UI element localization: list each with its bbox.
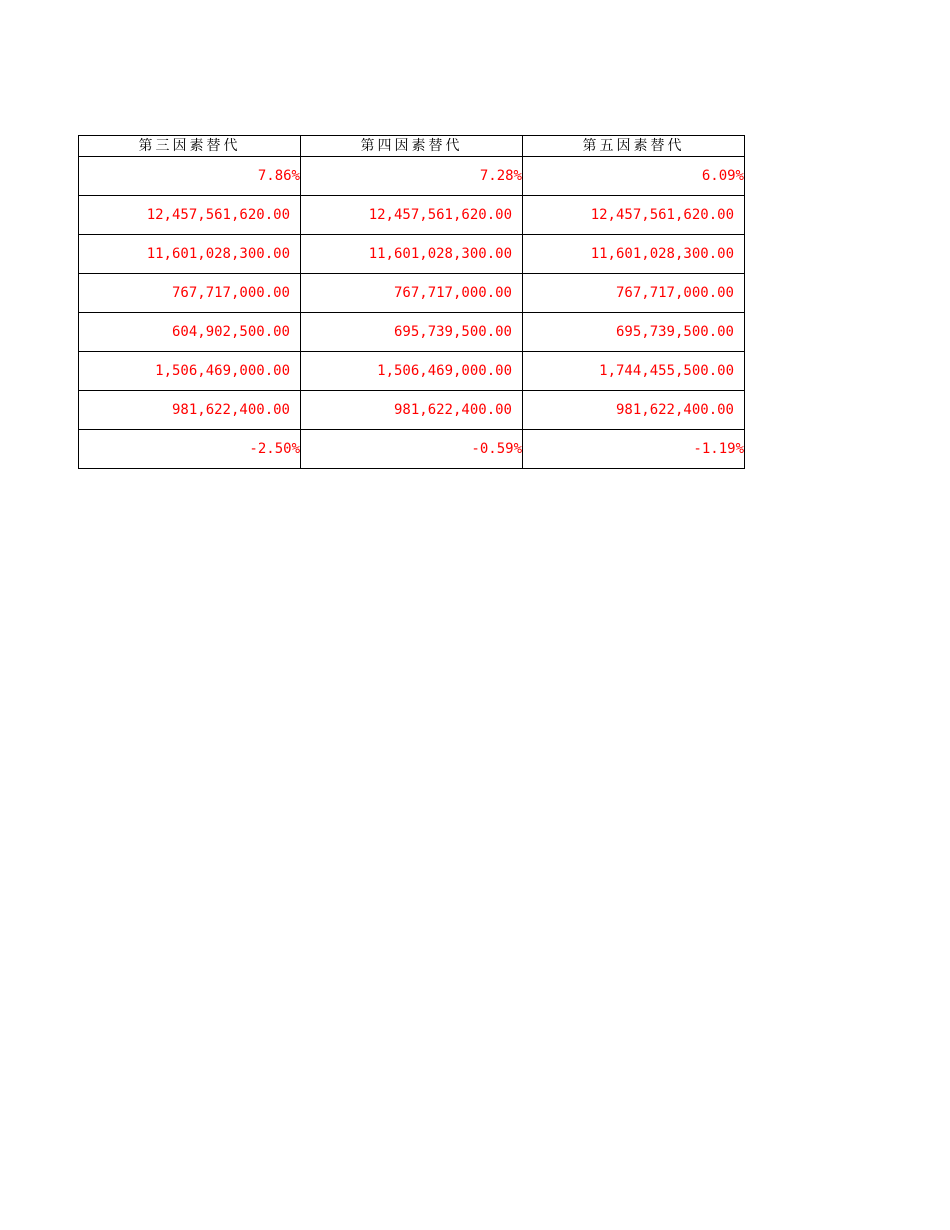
- table-cell: 6.09%: [523, 157, 745, 196]
- table-cell: -0.59%: [301, 430, 523, 469]
- table-row: [79, 157, 745, 196]
- table-row: [79, 430, 745, 469]
- table-cell: 695,739,500.00: [523, 313, 745, 352]
- table-cell: 767,717,000.00: [79, 274, 301, 313]
- table-cell: 767,717,000.00: [523, 274, 745, 313]
- table-row: [79, 313, 745, 352]
- table-cell: 1,506,469,000.00: [79, 352, 301, 391]
- table-row: [79, 274, 745, 313]
- table-cell: 11,601,028,300.00: [79, 235, 301, 274]
- table-row: [79, 391, 745, 430]
- table-cell: 981,622,400.00: [79, 391, 301, 430]
- table-cell: 11,601,028,300.00: [523, 235, 745, 274]
- header-fourth-factor: 第四因素替代: [301, 136, 523, 157]
- table-cell: 981,622,400.00: [301, 391, 523, 430]
- header-fifth-factor: 第五因素替代: [523, 136, 745, 157]
- table-cell: 7.86%: [79, 157, 301, 196]
- table-cell: 11,601,028,300.00: [301, 235, 523, 274]
- table-header-row: [79, 136, 745, 157]
- table-cell: 767,717,000.00: [301, 274, 523, 313]
- table-cell: 12,457,561,620.00: [523, 196, 745, 235]
- table-cell: 1,506,469,000.00: [301, 352, 523, 391]
- table-cell: 12,457,561,620.00: [301, 196, 523, 235]
- table-cell: 604,902,500.00: [79, 313, 301, 352]
- table-row: [79, 352, 745, 391]
- factor-substitution-table: [78, 135, 745, 469]
- table-cell: -1.19%: [523, 430, 745, 469]
- table-row: [79, 196, 745, 235]
- table-row: [79, 235, 745, 274]
- table-cell: 1,744,455,500.00: [523, 352, 745, 391]
- table-cell: 7.28%: [301, 157, 523, 196]
- table-cell: 12,457,561,620.00: [79, 196, 301, 235]
- header-third-factor: 第三因素替代: [79, 136, 301, 157]
- table-cell: -2.50%: [79, 430, 301, 469]
- table-cell: 695,739,500.00: [301, 313, 523, 352]
- table-cell: 981,622,400.00: [523, 391, 745, 430]
